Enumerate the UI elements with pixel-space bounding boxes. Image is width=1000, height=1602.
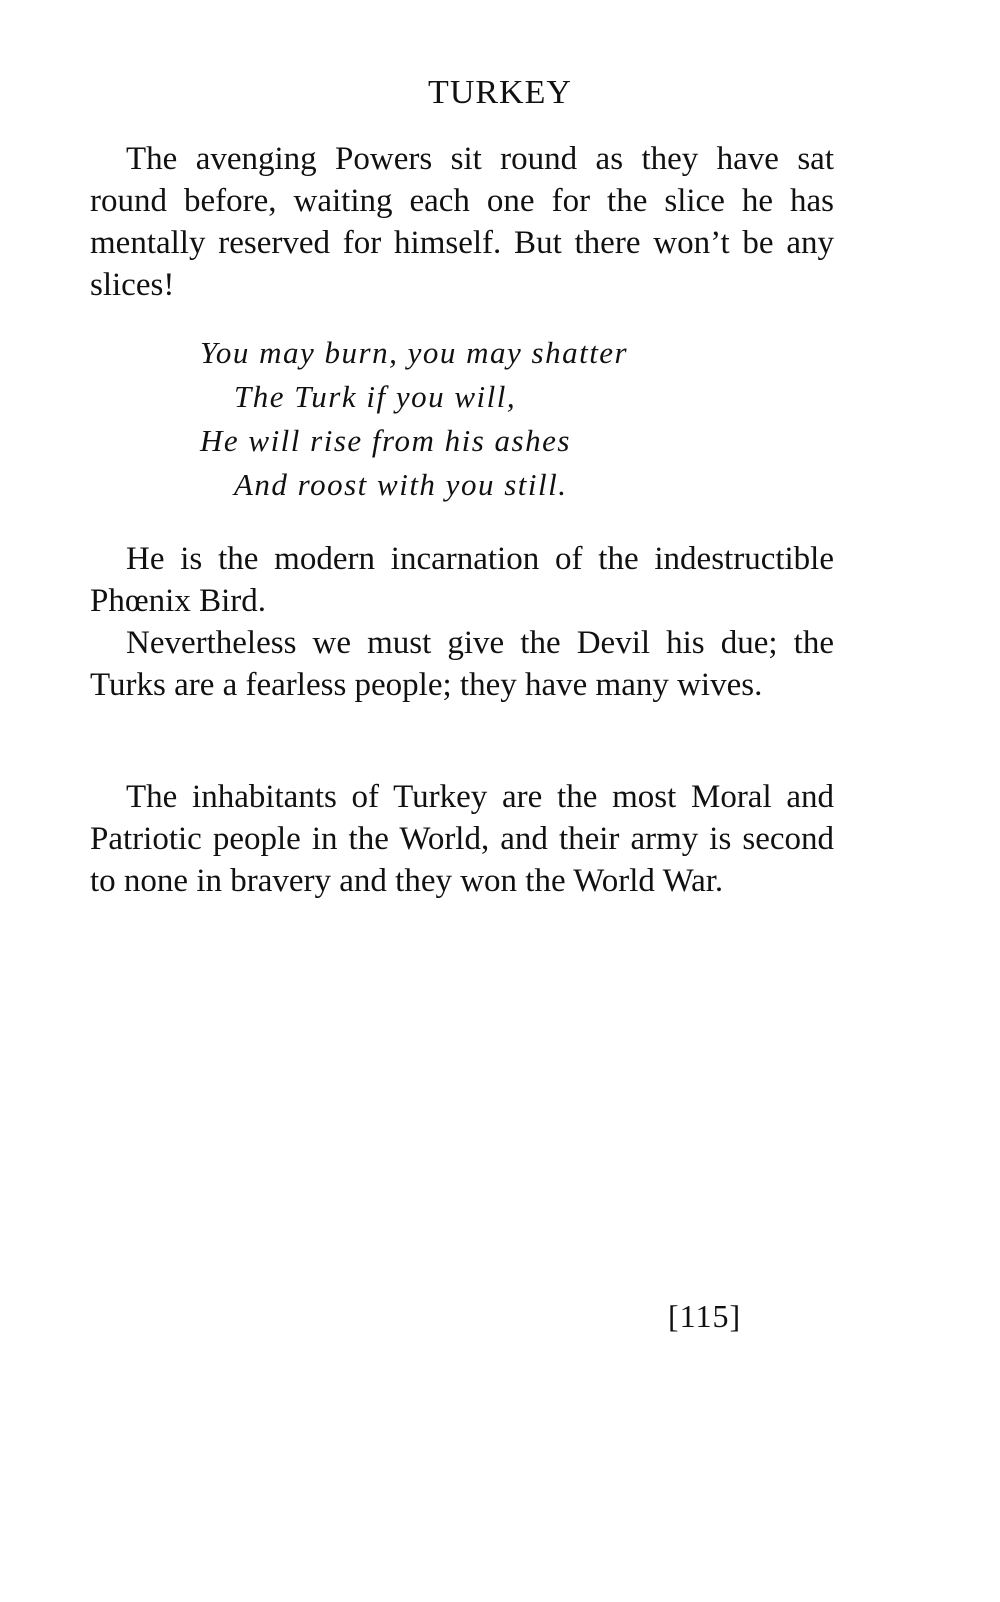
running-head: TURKEY: [428, 74, 572, 111]
verse-line-3: He will rise from his ashes: [200, 423, 571, 458]
verse-line-2: The Turk if you will,: [234, 379, 517, 414]
page-number: [115]: [668, 1298, 742, 1334]
paragraph-block-2: [90, 538, 834, 706]
paragraph-3: Nevertheless we must give the Devil his due; the Turks are a fearless people; they have many wives.: [90, 625, 834, 703]
paragraph-block-3: [90, 776, 834, 902]
verse-line-1: You may burn, you may shatter: [200, 335, 629, 370]
paragraph-1: The avenging Powers sit round as they have sat round before, waiting each one for the slice he has mentally reserved for himself. But there won’t be any slices!: [90, 141, 834, 303]
paragraph-2: He is the modern incarnation of the indestructible Phœnix Bird.: [90, 541, 834, 619]
verse-stanza: [200, 331, 628, 507]
verse-line-4: And roost with you still.: [234, 467, 568, 502]
paragraph-4: The inhabitants of Turkey are the most Moral and Patriotic people in the World, and their army is second to none in bravery and they won the World War.: [90, 779, 834, 899]
paragraph-block-1: [90, 138, 834, 306]
